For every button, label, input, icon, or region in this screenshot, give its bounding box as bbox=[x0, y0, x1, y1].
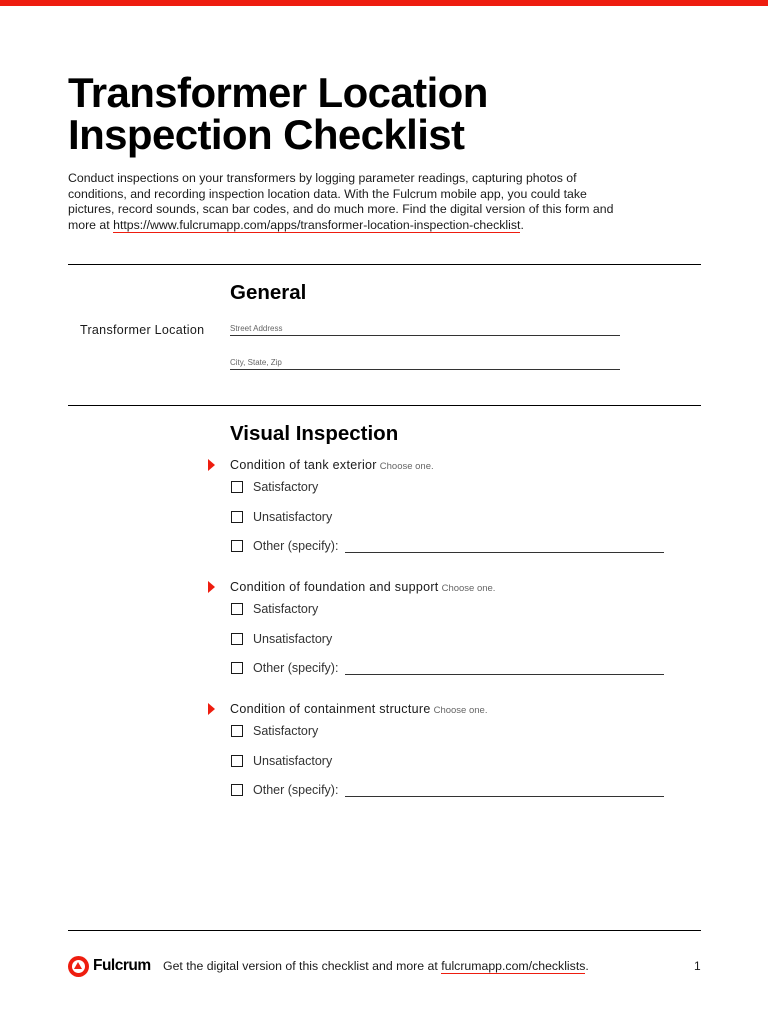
checkbox[interactable] bbox=[231, 755, 243, 767]
specify-input-line[interactable] bbox=[345, 674, 664, 675]
intro-text: Conduct inspections on your transformers by logging parameter readings, capturing photos of conditions, and recording inspection location data. With the Fulcrum mobile app, you could take pictures, record sounds, scan bar codes, and do much more. Find the digital version of this form and more at bbox=[68, 171, 614, 232]
question-foundation-support bbox=[206, 580, 706, 675]
intro-paragraph bbox=[68, 171, 628, 233]
question-text bbox=[230, 702, 487, 716]
top-accent-bar bbox=[0, 0, 768, 6]
city-state-zip-placeholder: City, State, Zip bbox=[230, 358, 282, 367]
checkbox[interactable] bbox=[231, 481, 243, 493]
question-marker-icon bbox=[208, 703, 215, 715]
question-header bbox=[206, 458, 706, 474]
checkbox[interactable] bbox=[231, 540, 243, 552]
page-title bbox=[68, 69, 708, 158]
general-heading: General bbox=[230, 281, 307, 304]
question-containment-structure bbox=[206, 702, 706, 797]
question-text bbox=[230, 580, 495, 594]
section-divider bbox=[68, 264, 701, 265]
intro-link[interactable]: https://www.fulcrumapp.com/apps/transformer-location-inspection-checklist bbox=[113, 217, 521, 232]
fulcrum-logo bbox=[68, 956, 158, 978]
question-header bbox=[206, 580, 706, 596]
checkbox[interactable] bbox=[231, 662, 243, 674]
title-line-2: Inspection Checklist bbox=[68, 111, 465, 158]
question-label: Condition of foundation and support bbox=[230, 580, 439, 594]
question-label: Condition of tank exterior bbox=[230, 458, 377, 472]
footer-message: Get the digital version of this checklist and more at bbox=[163, 959, 442, 973]
street-address-placeholder: Street Address bbox=[230, 324, 283, 333]
question-text bbox=[230, 458, 434, 472]
specify-input-line[interactable] bbox=[345, 552, 664, 553]
question-tank-exterior bbox=[206, 458, 706, 553]
specify-input-line[interactable] bbox=[345, 796, 664, 797]
question-hint: Choose one. bbox=[433, 705, 488, 716]
title-line-1: Transformer Location bbox=[68, 69, 488, 116]
checkbox[interactable] bbox=[231, 603, 243, 615]
street-address-field[interactable] bbox=[230, 324, 620, 336]
fulcrum-logo-text: Fulcrum bbox=[93, 957, 151, 974]
footer-link[interactable]: fulcrumapp.com/checklists bbox=[441, 959, 586, 973]
question-header bbox=[206, 702, 706, 718]
question-hint: Choose one. bbox=[379, 461, 434, 472]
intro-end: . bbox=[520, 217, 524, 232]
footer-text bbox=[163, 959, 589, 973]
option-label: Satisfactory bbox=[253, 724, 319, 738]
option-label: Other (specify): bbox=[253, 783, 339, 797]
fulcrum-triangle-icon bbox=[74, 962, 82, 969]
question-label: Condition of containment structure bbox=[230, 702, 431, 716]
city-state-zip-field[interactable] bbox=[230, 358, 620, 370]
footer-divider bbox=[68, 930, 701, 931]
checkbox[interactable] bbox=[231, 633, 243, 645]
checkbox[interactable] bbox=[231, 511, 243, 523]
option-label: Satisfactory bbox=[253, 480, 319, 494]
option-label: Unsatisfactory bbox=[253, 632, 333, 646]
option-label: Unsatisfactory bbox=[253, 754, 333, 768]
transformer-location-label: Transformer Location bbox=[80, 323, 205, 337]
footer-end: . bbox=[585, 959, 589, 973]
option-label: Other (specify): bbox=[253, 661, 339, 675]
option-label: Satisfactory bbox=[253, 602, 319, 616]
question-marker-icon bbox=[208, 459, 215, 471]
page-number: 1 bbox=[694, 959, 701, 973]
visual-inspection-heading: Visual Inspection bbox=[230, 422, 399, 445]
section-divider bbox=[68, 405, 701, 406]
question-marker-icon bbox=[208, 581, 215, 593]
option-label: Other (specify): bbox=[253, 539, 339, 553]
option-label: Unsatisfactory bbox=[253, 510, 333, 524]
question-hint: Choose one. bbox=[441, 583, 496, 594]
checkbox[interactable] bbox=[231, 725, 243, 737]
checkbox[interactable] bbox=[231, 784, 243, 796]
